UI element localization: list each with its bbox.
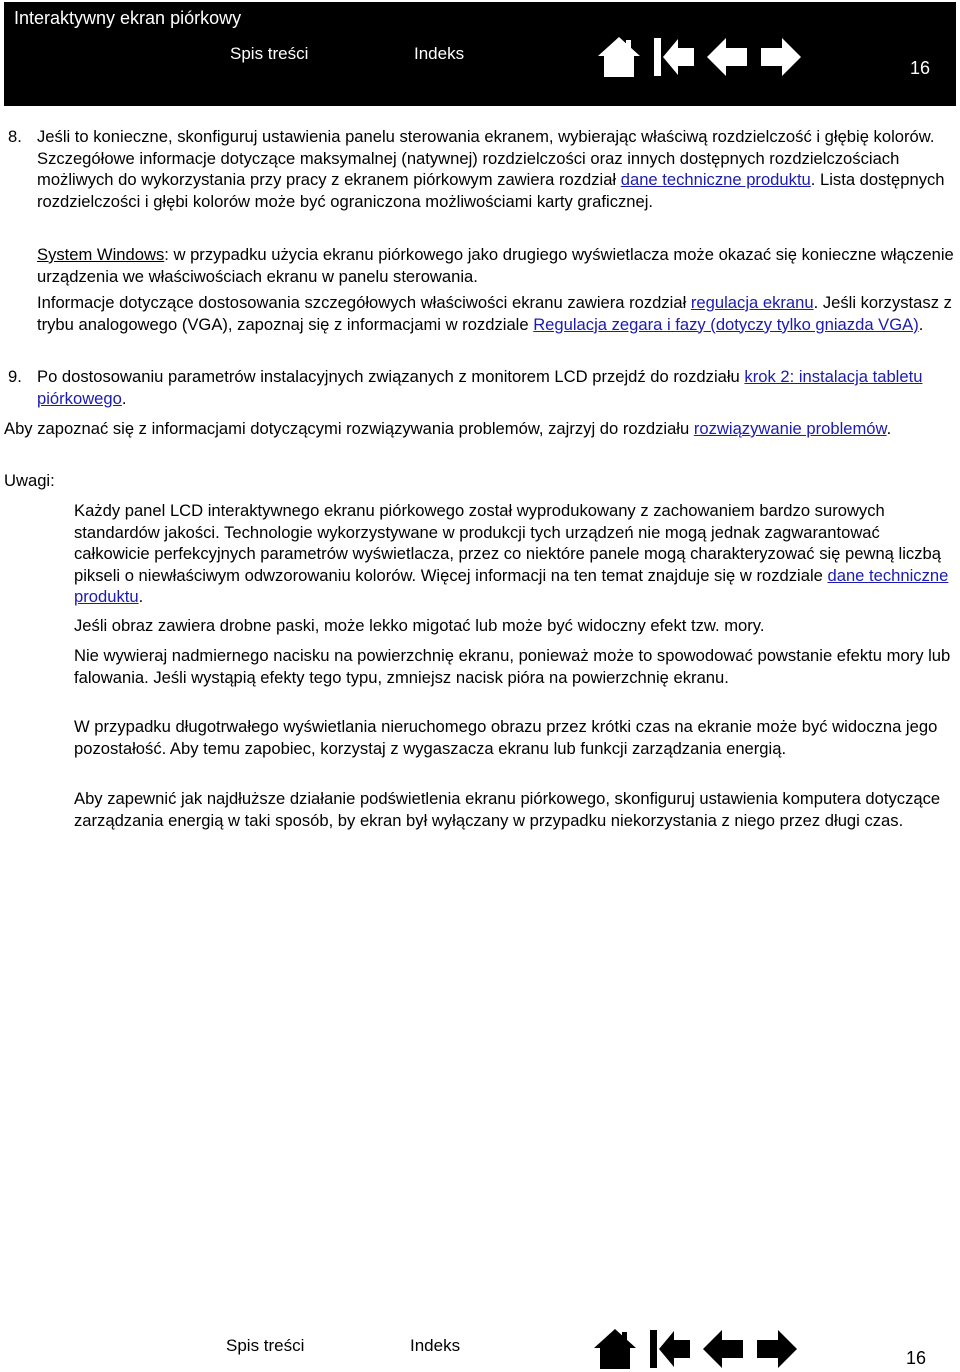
note-5: Aby zapewnić jak najdłuższe działanie podświetlenia ekranu piórkowego, skonfiguruj ustawienia komputera dotyczące zarządzania energią w taki sposób, by ekran był wyłączany w przypadku niekorzystania z niego przez długi czas.	[74, 789, 941, 830]
display-adjust-text-3: .	[918, 314, 924, 334]
header-nav-icons	[594, 34, 806, 80]
display-adjust-text: Informacje dotyczące dostosowania szczegółowych właściwości ekranu zawiera rozdział	[37, 293, 691, 312]
toc-link[interactable]: Spis treści	[230, 44, 309, 63]
step-9-paragraph	[37, 366, 957, 409]
step-8-paragraph	[37, 126, 957, 212]
link-step-2[interactable]: krok 2: instalacja tabletu piórkowego	[37, 367, 923, 408]
note-2: Jeśli obraz zawiera drobne paski, może lekko migotać lub może być widoczny efekt tzw. mory.	[74, 616, 765, 635]
step-8-text: Jeśli to konieczne, skonfiguruj ustawienia panelu sterowania ekranem, wybierając właściwą rozdzielczość i głębię kolorów. Szczegółowe informacje dotyczące maksymalnej (natywnej) rozdzielczości oraz innych dostępnych rozdzielczościach możliwych do wykorzystania przy pracy z ekranem piórkowym zawiera rozdział	[37, 127, 935, 189]
step-8-text-end: . Lista dostępnych rozdzielczości i głębi kolorów może być ograniczona możliwościami karty graficznej.	[37, 170, 945, 211]
footer-page-number: 16	[906, 1348, 927, 1368]
display-adjust-text-2: . Jeśli korzystasz z trybu analogowego (VGA), zapoznaj się z informacjami w rozdziale	[37, 293, 952, 334]
document-title: Interaktywny ekran piórkowy	[14, 8, 242, 28]
page-number: 16	[910, 58, 931, 78]
troubleshooting-text: Aby zapoznać się z informacjami dotyczącymi rozwiązywania problemów, zajrzyj do rozdziału	[4, 419, 694, 438]
next-page-icon[interactable]	[756, 34, 806, 80]
first-page-icon[interactable]	[648, 34, 698, 80]
home-icon[interactable]	[590, 1326, 640, 1372]
notes-label: Uwagi:	[4, 471, 55, 490]
link-troubleshooting[interactable]: rozwiązywanie problemów	[693, 419, 887, 438]
footer-index-link[interactable]: Indeks	[410, 1336, 461, 1355]
link-product-specs[interactable]: dane techniczne produktu	[620, 170, 811, 189]
previous-page-icon[interactable]	[702, 34, 752, 80]
troubleshooting-paragraph	[4, 418, 956, 440]
page-footer	[0, 1320, 960, 1372]
display-adjust-paragraph	[37, 292, 957, 335]
home-icon[interactable]	[594, 34, 644, 80]
previous-page-icon[interactable]	[698, 1326, 748, 1372]
link-clock-phase[interactable]: Regulacja zegara i fazy (dotyczy tylko gniazda VGA)	[533, 314, 919, 334]
next-page-icon[interactable]	[752, 1326, 802, 1372]
note-1	[74, 500, 956, 608]
note-1-text-end: .	[138, 587, 144, 606]
page-header	[4, 2, 956, 106]
first-page-icon[interactable]	[644, 1326, 694, 1372]
step-number: 8.	[8, 127, 22, 146]
link-product-specs-note[interactable]: dane techniczne produktu	[74, 565, 949, 606]
link-display-adjust[interactable]: regulacja ekranu	[690, 293, 814, 312]
note-3: Nie wywieraj nadmiernego nacisku na powierzchnię ekranu, ponieważ może to spowodować powstanie efektu mory lub falowania. Jeśli wystąpią efekty tego typu, zmniejsz nacisk pióra na powierzchnię ekranu.	[74, 646, 951, 687]
footer-toc-link[interactable]: Spis treści	[226, 1336, 305, 1355]
step-number: 9.	[8, 367, 22, 386]
windows-label: System Windows	[37, 245, 165, 264]
windows-note-text: : w przypadku użycia ekranu piórkowego jako drugiego wyświetlacza może okazać się konieczne włączenie urządzenia we właściwościach ekranu w panelu sterowania.	[37, 245, 954, 286]
windows-note	[37, 244, 957, 287]
note-4: W przypadku długotrwałego wyświetlania nieruchomego obrazu przez krótki czas na ekranie może być widoczna jego pozostałość. Aby temu zapobiec, korzystaj z wygaszacza ekranu lub funkcji zarządzania energią.	[74, 717, 938, 758]
note-1-text: Każdy panel LCD interaktywnego ekranu piórkowego został wyprodukowany z zachowaniem bardzo surowych standardów jakości. Technologie wykorzystywane w produkcji tych urządzeń nie mogą jednak zagwarantować całkowicie perfekcyjnych parametrów wyświetlacza, przez co niektóre panele mogą charakteryzować się pewną liczbą pikseli o niewłaściwym odwzorowaniu kolorów. Więcej informacji na ten temat znajduje się w rozdziale	[74, 501, 941, 585]
step-9-text-end: .	[121, 388, 127, 408]
troubleshooting-text-end: .	[886, 419, 892, 438]
index-link[interactable]: Indeks	[414, 44, 465, 63]
footer-nav-icons	[590, 1326, 802, 1372]
step-9-text: Po dostosowaniu parametrów instalacyjnych związanych z monitorem LCD przejdź do rozdziału	[37, 367, 745, 386]
